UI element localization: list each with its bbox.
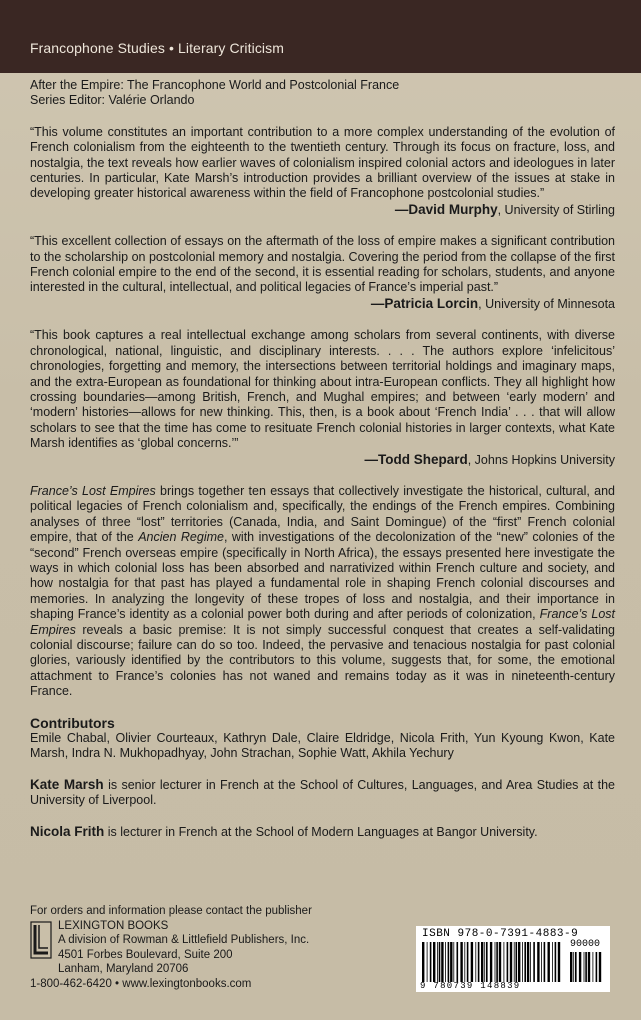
barcode-bar (544, 942, 546, 982)
barcode-bar (510, 942, 512, 982)
barcode-bar (430, 942, 432, 982)
barcode-bar (478, 942, 480, 982)
price-code: 90000 (570, 939, 601, 950)
barcode-bar (427, 942, 428, 982)
series-line: Francophone Studies • Literary Criticism (30, 40, 284, 56)
barcode-bar (541, 942, 542, 982)
quote-author: —Patricia Lorcin (370, 295, 479, 311)
barcode-bar (584, 952, 585, 982)
barcode-bar (518, 942, 520, 982)
barcode-bar (475, 942, 476, 982)
barcode-bar (453, 942, 454, 982)
barcode-bar (486, 942, 488, 982)
barcode-bar (573, 952, 574, 982)
barcode-bar (579, 952, 581, 982)
barcode-bar (555, 942, 557, 982)
publisher-address-2: Lanham, Maryland 20706 (58, 963, 189, 975)
quote-3 (30, 328, 615, 468)
barcode-bar (516, 942, 518, 982)
barcode-bar (439, 942, 441, 982)
barcode-bar (450, 942, 452, 982)
barcode-bar (504, 942, 505, 982)
bio-name: Nicola Frith (30, 823, 105, 839)
publisher-division: A division of Rowman & Littlefield Publishers, Inc. (58, 934, 310, 946)
barcode-bar (471, 942, 473, 982)
book-title-italic: France’s Lost Empires (30, 607, 615, 637)
barcode-bar (481, 942, 483, 982)
book-description (30, 484, 615, 700)
barcode-bar (422, 942, 424, 982)
quote-2 (30, 234, 615, 312)
quote-author: —David Murphy (394, 201, 498, 217)
barcode-bar (527, 942, 529, 982)
barcode-bar (433, 942, 435, 982)
barcode-bar (437, 942, 438, 982)
contributors-heading: Contributors (30, 714, 115, 731)
barcode-bar (524, 942, 526, 982)
barcode-bar (588, 952, 590, 982)
barcode-bar (507, 942, 509, 982)
publisher-contact: 1-800-462-6420 • www.lexingtonbooks.com (30, 977, 252, 990)
barcode-bar (441, 942, 443, 982)
publisher-info (30, 904, 312, 991)
barcode-bar (596, 952, 598, 982)
barcode-bar (593, 952, 594, 982)
barcode-bars (422, 942, 562, 982)
barcode-bar (585, 952, 587, 982)
barcode-bar (490, 942, 492, 982)
barcode-bar (570, 952, 572, 982)
editor-bio-2 (30, 824, 615, 840)
barcode-bar (496, 942, 498, 982)
quote-1 (30, 125, 615, 218)
quote-attribution (30, 452, 615, 468)
barcode-bar (445, 942, 446, 982)
quote-author: —Todd Shepard (364, 451, 468, 467)
quote-affiliation: , University of Minnesota (478, 296, 615, 311)
barcode-bar (499, 942, 501, 982)
bio-name: Kate Marsh (30, 776, 104, 792)
barcode-bar (460, 942, 462, 982)
barcode-bar (537, 942, 539, 982)
barcode-bar (558, 942, 560, 982)
ancien-regime-italic: Ancien Regime (138, 530, 224, 545)
barcode-bar (533, 942, 535, 982)
quote-text: “This excellent collection of essays on the aftermath of the loss of empire makes a significant contribution to the scholarship on postcolonial memory and nostalgia. Covering the period from the collapse of the first French colonial empire to the end of the second, it is essential reading for scholars, students, and anyone interested in the cultural, intellectual, and political legacies of France’s imperial past.” (30, 234, 615, 295)
quote-attribution (30, 202, 615, 218)
price-barcode-bars (570, 952, 604, 982)
barcode-bar (464, 942, 465, 982)
contributors-list: Emile Chabal, Olivier Courteaux, Kathryn Dale, Claire Eldridge, Nicola Frith, Yun Kyoung Kwon, Kate Marsh, Indra N. Mukhopadhyay, John Strachan, Sophie Watt, Akhila Yechury (30, 731, 615, 761)
book-title-italic: France’s Lost Empires (30, 483, 156, 498)
barcode-bar (548, 942, 550, 982)
publisher-name: LEXINGTON BOOKS (58, 919, 169, 932)
barcode-bar (552, 942, 553, 982)
editor-bio-1 (30, 777, 615, 809)
quote-affiliation: , Johns Hopkins University (467, 452, 615, 467)
barcode-bar (514, 942, 515, 982)
header-band (0, 0, 641, 73)
bio-text: is senior lecturer in French at the School of Cultures, Languages, and Area Studies at the University of Liverpool. (30, 777, 615, 808)
barcode-bar (484, 942, 485, 982)
barcode-number: 9 780739 148839 (420, 981, 521, 991)
barcode-bar (467, 942, 469, 982)
quote-attribution (30, 296, 615, 312)
publisher-block (30, 919, 312, 977)
publisher-address-1: 4501 Forbes Boulevard, Suite 200 (58, 948, 233, 961)
barcode-bar (448, 942, 450, 982)
bio-text: is lecturer in French at the School of Modern Languages at Bangor University. (104, 824, 538, 839)
isbn-text: ISBN 978-0-7391-4883-9 (422, 928, 579, 940)
description-part-1: brings together ten essays that collectively investigate the historical, cultural, and political legacies of French colonialism and, specifically, the endings of the French empires. Combining analyses of three “lost” territories (Canada, India, and Saint Domingue) of the “first” French colonial empire, that of the (30, 483, 615, 545)
series-title: After the Empire: The Francophone World and Postcolonial France (30, 78, 400, 92)
description-part-3: reveals a basic premise: It is not simply successful conquest that creates a self-validating colonial discourse; failure can do so too. Indeed, the pervasive and tenacious nostalgia for past colonial glories, variously identified by the contributors to this volume, suggests that, for some, the emotional attachment to France’s colonies has not waned and remains today as it was in nineteenth-century France. (30, 622, 615, 699)
barcode-bar (599, 952, 601, 982)
quote-text: “This book captures a real intellectual exchange among scholars from several continents, with diverse chronological, national, linguistic, and disciplinary interests. . . . The authors explore ‘infelicitous’ chronologies, forgetting and memory, the intersections between territorial holdings and imaginary maps, and the extra-European as foundational for thinking about intra-European conflicts. They all highlight how crossing boundaries—among British, French, and Mughal empires; and between ‘early modern’ and ‘modern’ histories—allows for new thinking. This, then, is a book about ‘French India’ . . . that will allow scholars to see that the time has come to resituate French colonial histories in larger contexts, what Kate Marsh identifies as ‘global concerns.’” (30, 328, 615, 451)
quote-text: “This volume constitutes an important contribution to a more complex understanding of the evolution of French colonialism from the eighteenth to the twentieth century. Through its focus on fracture, loss, and nostalgia, the text reveals how earlier waves of colonialism inspired colonial actors and ideologues in later centuries. In particular, Kate Marsh’s introduction provides a brilliant overview of the issues at stake in developing greater historical awareness within the field of Francophone postcolonial studies.” (30, 124, 615, 201)
publisher-intro: For orders and information please contact the publisher (30, 905, 312, 917)
description-part-2: , with investigations of the decolonization of the “new” colonies of the “second” French overseas empire (specifically in North Africa), the essays presented here investigate the ways in which colonial loss has been absorbed and narrativized within French culture and society, and how nostalgia for that past has played a fundamental role in shaping French colonial discourses and memories. In analyzing the longevity of these tropes of loss and nostalgia, and their importance in shaping France’s identity as a colonial power both during and after periods of colonization, (30, 530, 615, 622)
barcode-bar (522, 942, 523, 982)
barcode-bar (457, 942, 459, 982)
isbn-barcode (416, 926, 610, 992)
series-editor: Series Editor: Valérie Orlando (30, 93, 195, 108)
barcode-bar (575, 952, 577, 982)
lexington-logo-icon (30, 921, 52, 959)
barcode-bar (495, 942, 496, 982)
cover-text (30, 78, 615, 840)
quote-affiliation: , University of Stirling (497, 202, 615, 217)
barcode-bar (530, 942, 531, 982)
